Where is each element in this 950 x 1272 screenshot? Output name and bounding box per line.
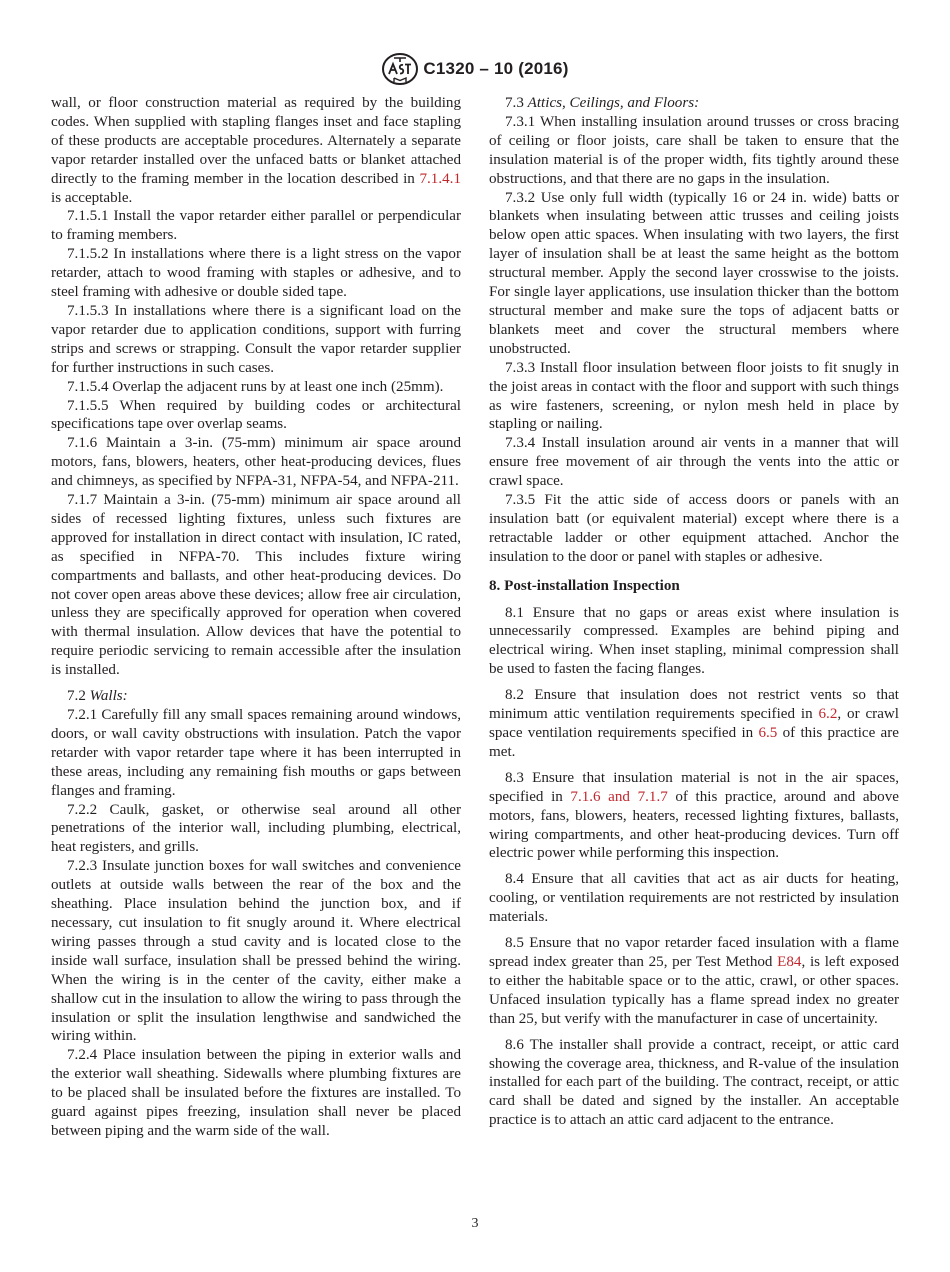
paragraph-text: of this practice, around and above motors, fans, blowers, heaters, recessed lighting fixtures, ballasts, wiring compartments, and other heat-producing devices. Turn off electric power while performing this inspection. [489,788,899,862]
paragraph [51,434,461,491]
cross-reference-link[interactable]: E84 [777,953,802,970]
paragraph [489,94,899,113]
paragraph-text: 7.3.2 Use only full width (typically 16 or 24 in. wide) batts or blankets when insulating between attic trusses and ceiling joists below open attic spaces. When insulating with two layers, the first layer of insulation shall be at least the same height as the bottom structural member. Apply the second layer crosswise to the joists. For single layer applications, use insulation thicker than the bottom structural member and make sure the tops of adjacent batts or blankets meet and cover the structural members where unobstructed. [489,189,899,357]
section-heading: 8. Post-installation Inspection [489,577,680,594]
paragraph [51,801,461,858]
paragraph [489,604,899,680]
paragraph [51,245,461,302]
paragraph [489,359,899,435]
paragraph-text: 7.2.1 Carefully fill any small spaces remaining around windows, doors, or wall cavity obstructions with insulation. Patch the vapor retarder with vapor retarder tape where it has been interrupted in these areas, including any remaining fish mouths or gaps between flanges and framing. [51,707,461,799]
paragraph [51,302,461,378]
paragraph-text: wall, or floor construction material as required by the building codes. When supplied with stapling flanges inset and face stapling of these products are acceptable procedures. Alternately a separate vapor retarder installed over the unfaced batts or blanket attached directly to the framing member in the location described in [51,95,461,187]
subsection-title: Attics, Ceilings, and Floors: [527,95,700,111]
paragraph [489,189,899,359]
paragraph-text: 7.1.5.1 Install the vapor retarder either parallel or perpendicular to framing members. [51,208,461,244]
page-number: 3 [471,1216,479,1231]
paragraph-text: 7.2.4 Place insulation between the piping in exterior walls and the exterior wall sheathing. Sidewalls where plumbing fixtures are to be placed shall be insulated before the fixtures are installed. To guard against pipes freezing, insulation shall never be placed between piping and the warm side of the wall. [51,1047,461,1139]
paragraph-text: 7.1.6 Maintain a 3-in. (75-mm) minimum air space around motors, fans, blowers, heaters, other heat-producing devices, flues and chimneys, as specified by NFPA-31, NFPA-54, and NFPA-211. [51,435,461,490]
paragraph [489,870,899,927]
right-column [489,94,899,1130]
paragraph [489,113,899,189]
paragraph [51,207,461,245]
paragraph [51,857,461,1046]
cross-reference-link[interactable]: 7.1.4.1 [419,170,461,187]
paragraph-text: 7.1.5.2 In installations where there is a light stress on the vapor retarder, attach to wood framing with staples or adhesive, and to steel framing with adhesive or double sided tape. [51,246,461,301]
paragraph [51,94,461,207]
paragraph-text: , or crawl space ventilation requirements specified in [489,706,899,741]
paragraph-text: 8.1 Ensure that no gaps or areas exist where insulation is unnecessarily compressed. Examples are behind piping and electrical wiring. When inset stapling, minimal compression shall be used to fasten the facing flanges. [489,604,899,678]
paragraph [51,687,461,706]
paragraph-text: 7.1.5.3 In installations where there is a significant load on the vapor retarder due to application conditions, support with furring strips and screws or strapping. Consult the vapor retarder supplier for further instructions in such cases. [51,302,461,376]
paragraph-text: 8.4 Ensure that all cavities that act as air ducts for heating, cooling, or ventilation requirements are not restricted by insulation materials. [489,871,899,926]
cross-reference-link[interactable]: 6.5 [758,725,778,741]
paragraph [489,769,899,864]
page-header [0,52,950,86]
paragraph [51,397,461,435]
paragraph-text: 8.6 The installer shall provide a contract, receipt, or attic card showing the coverage area, thickness, and R-value of the insulation installed for each part of the building. The contract, receipt, or attic card shall be dated and signed by the installer. An acceptable practice is to attach an attic card adjacent to the entrance. [489,1036,899,1129]
paragraph-text: 7.3 [505,95,528,111]
paragraph-text: 7.3.5 Fit the attic side of access doors or panels with an insulation batt (or equivalent material) except where there is a retractable ladder or other equipment attached. Anchor the insulation to the door or panel with staples or adhesive. [489,492,899,565]
paragraph-text: 8.5 Ensure that no vapor retarder faced insulation with a flame spread index greater than 25, per Test Method [489,935,899,970]
paragraph [51,706,461,801]
astm-logo-icon [381,52,419,86]
paragraph [489,434,899,491]
paragraph-text: , is left exposed to either the habitable space or to the attic, crawl, or other spaces. Unfaced insulation typically has a flame spread index no greater than 25, but verify with the manufacturer in case of uncertainity. [489,953,899,1027]
cross-reference-link[interactable]: 6.2 [818,706,838,723]
paragraph [489,934,899,1029]
standard-designation: C1320 – 10 (2016) [423,59,569,78]
paragraph-text: 7.3.4 Install insulation around air vents in a manner that will ensure free movement of air through the vents into the attic or crawl space. [489,435,899,490]
cross-reference-link[interactable]: 7.1.6 and 7.1.7 [570,788,668,805]
paragraph [51,378,461,397]
paragraph-text: 7.2.3 Insulate junction boxes for wall switches and convenience outlets at outside walls between the rear of the box and the sheathing. Place insulation behind the junction box, and if necessary, cut insulation to fit snugly around it. Where electrical wiring passes through a stud cavity and is located close to the inside wall surface, insulation shall be pressed behind the wiring. When the wiring is in the center of the cavity, either make a shallow cut in the insulation to allow the wiring to pass through the insulation or split the insulation lengthwise and sandwiched the wiring within. [51,858,461,1045]
paragraph-text: 7.1.5.4 Overlap the adjacent runs by at least one inch (25mm). [67,378,444,395]
paragraph-text: 7.3.3 Install floor insulation between floor joists to fit snugly in the joist areas in contact with the floor and support with such things as wire fasteners, screening, or nylon mesh held in place by stapling or nailing. [489,359,899,433]
paragraph [51,1046,461,1141]
paragraph-text: 7.1.5.5 When required by building codes or architectural specifications tape over overlap seams. [51,397,461,433]
paragraph-text: 8.3 Ensure that insulation material is not in the air spaces, specified in [489,769,899,805]
subsection-title: Walls: [89,688,128,705]
paragraph-text: 8.2 Ensure that insulation does not restrict vents so that minimum attic ventilation requirements specified in [489,687,899,723]
paragraph-text: 7.1.7 Maintain a 3-in. (75-mm) minimum air space around all sides of recessed lighting fixtures, unless such fixtures are approved for installation in direct contact with insulation, IC rated, as specified in NFPA-70. This includes fixture wiring compartments and ballasts, and other heat-producing devices. Do not cover open areas above these devices; allow free air circulation, unless they are specifically approved for operation when covered with thermal insulation. Allow devices that have the potential to require periodic servicing to remain accessible after the insulation is installed. [51,492,461,679]
paragraph-text: of this practice are met. [489,725,899,760]
paragraph [489,1036,899,1131]
paragraph [489,491,899,567]
paragraph-text: 7.2.2 Caulk, gasket, or otherwise seal around all other penetrations of the interior wall, including plumbing, electrical, heat registers, and grills. [51,801,461,856]
left-column [51,94,461,1141]
paragraph-text: is acceptable. [51,189,133,206]
paragraph-text: 7.2 [67,688,90,705]
paragraph-text: 7.3.1 When installing insulation around trusses or cross bracing of ceiling or floor joists, care shall be taken to ensure that the insulation material is of the proper width, fits tightly around these obstructions, and that there are no gaps in the insulation. [489,113,899,187]
paragraph [489,686,899,762]
paragraph [51,491,461,680]
